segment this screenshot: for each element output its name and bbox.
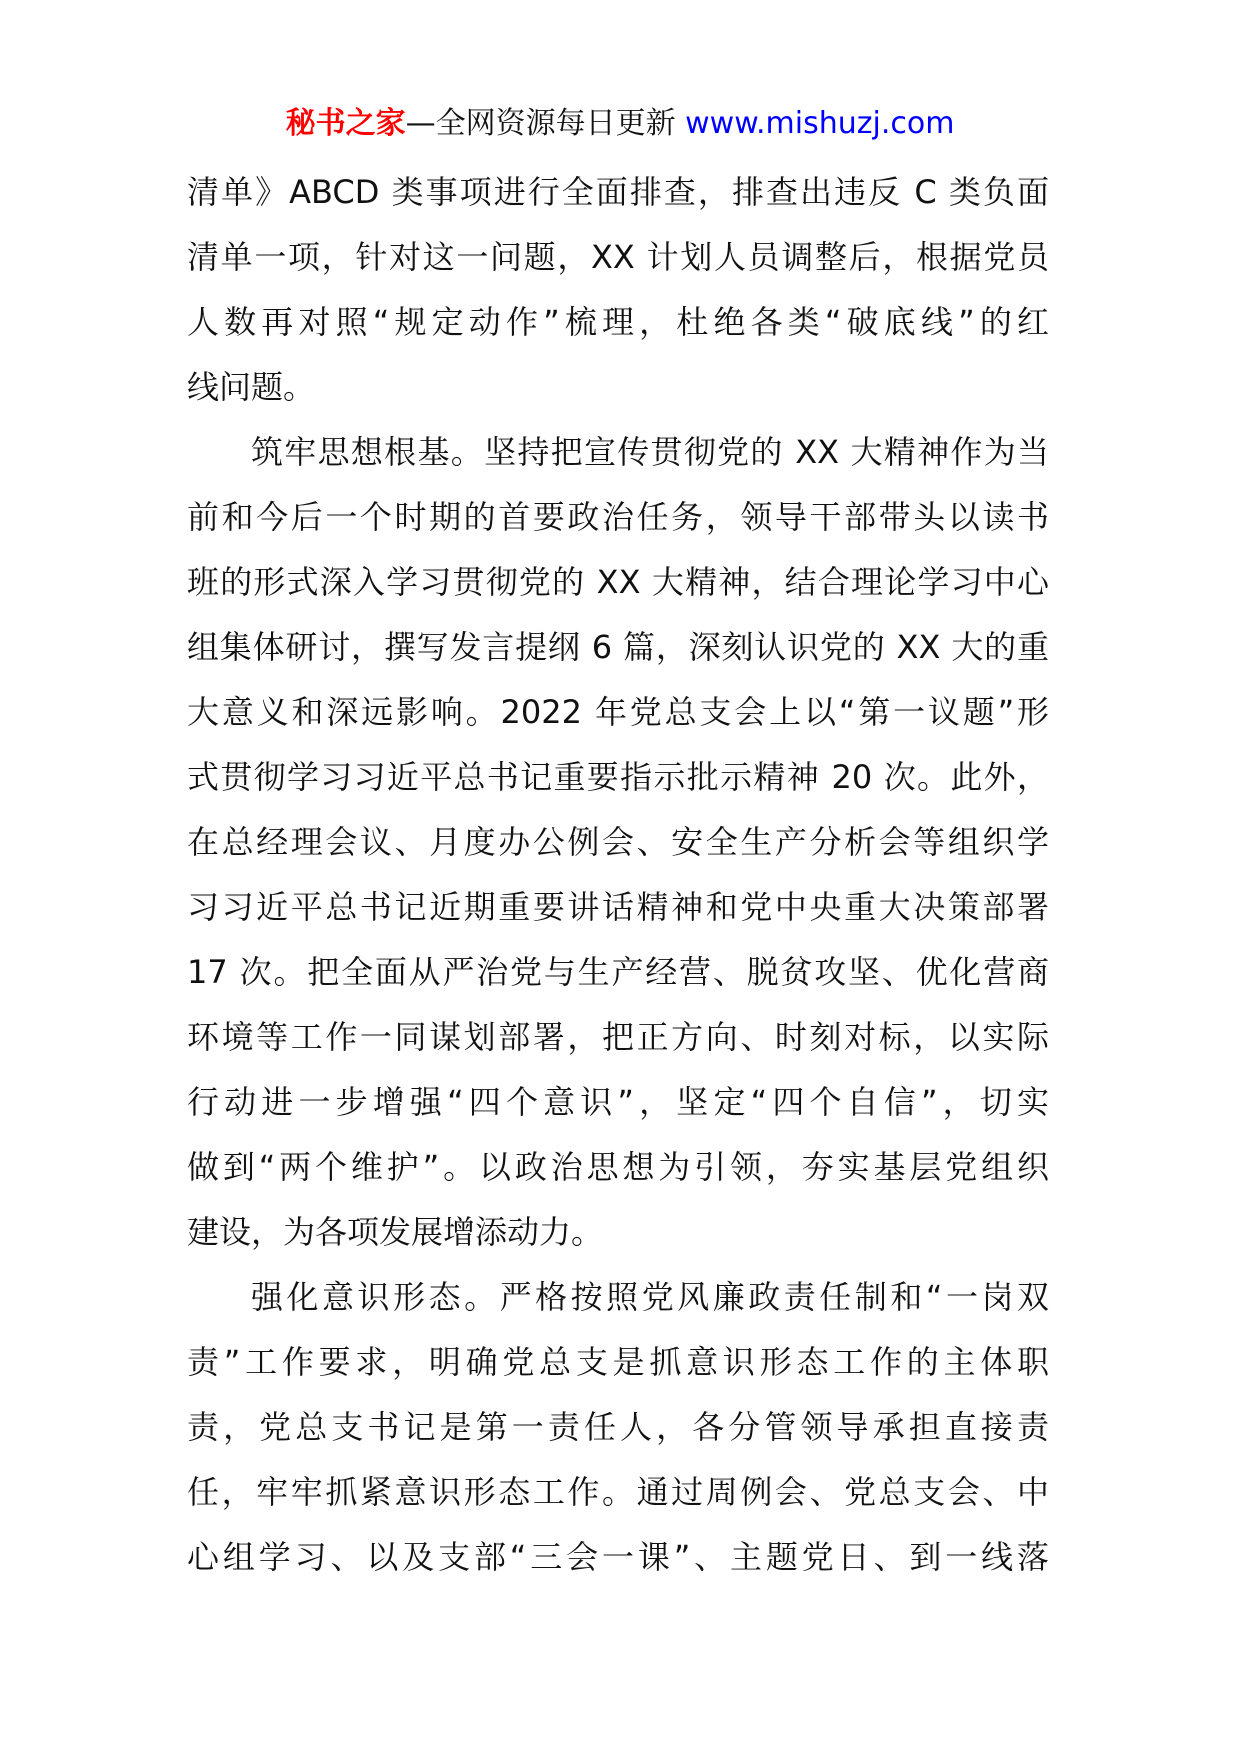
text-line: 责，党总支书记是第一责任人，各分管领导承担直接责 <box>187 1408 1049 1446</box>
text-line: 17 次。把全面从严治党与生产经营、脱贫攻坚、优化营商 <box>187 953 1049 991</box>
paragraph <box>187 160 1049 420</box>
website-link[interactable]: www.mishuzj.com <box>685 106 955 141</box>
text-line: 在总经理会议、月度办公例会、安全生产分析会等组织学 <box>187 823 1049 861</box>
text-line: 人数再对照“规定动作”梳理，杜绝各类“破底线”的红 <box>187 303 1049 341</box>
paragraph <box>187 420 1049 1265</box>
text-line: 清单》ABCD 类事项进行全面排查，排查出违反 C 类负面 <box>187 173 1049 211</box>
brand-name: 秘书之家 <box>285 106 406 141</box>
text-line: 前和今后一个时期的首要政治任务，领导干部带头以读书 <box>187 498 1049 536</box>
text-line: 做到“两个维护”。以政治思想为引领，夯实基层党组织 <box>187 1148 1049 1186</box>
text-line: 强化意识形态。严格按照党风廉政责任制和“一岗双 <box>251 1278 1049 1316</box>
text-line: 环境等工作一同谋划部署，把正方向、时刻对标，以实际 <box>187 1018 1049 1056</box>
text-line: 心组学习、以及支部“三会一课”、主题党日、到一线落 <box>187 1538 1049 1576</box>
text-line: 班的形式深入学习贯彻党的 XX 大精神，结合理论学习中心 <box>187 563 1049 601</box>
text-line: 组集体研讨，撰写发言提纲 6 篇，深刻认识党的 XX 大的重 <box>187 628 1049 666</box>
text-line: 习习近平总书记近期重要讲话精神和党中央重大决策部署 <box>187 888 1049 926</box>
text-line: 清单一项，针对这一问题，XX 计划人员调整后，根据党员 <box>187 238 1049 276</box>
text-line: 责”工作要求，明确党总支是抓意识形态工作的主体职 <box>187 1343 1049 1381</box>
paragraph <box>187 1265 1049 1590</box>
text-line: 线问题。 <box>187 368 316 406</box>
text-line: 行动进一步增强“四个意识”，坚定“四个自信”，切实 <box>187 1083 1049 1121</box>
text-line: 筑牢思想根基。坚持把宣传贯彻党的 XX 大精神作为当 <box>251 433 1049 471</box>
header-slogan: —全网资源每日更新 <box>405 106 676 141</box>
document-body <box>187 160 1049 1590</box>
text-line: 建设，为各项发展增添动力。 <box>187 1213 604 1251</box>
text-line: 大意义和深远影响。2022 年党总支会上以“第一议题”形 <box>187 693 1049 731</box>
text-line: 任，牢牢抓紧意识形态工作。通过周例会、党总支会、中 <box>187 1473 1049 1511</box>
text-line: 式贯彻学习习近平总书记重要指示批示精神 20 次。此外， <box>187 758 1049 796</box>
page-header <box>0 104 1240 144</box>
